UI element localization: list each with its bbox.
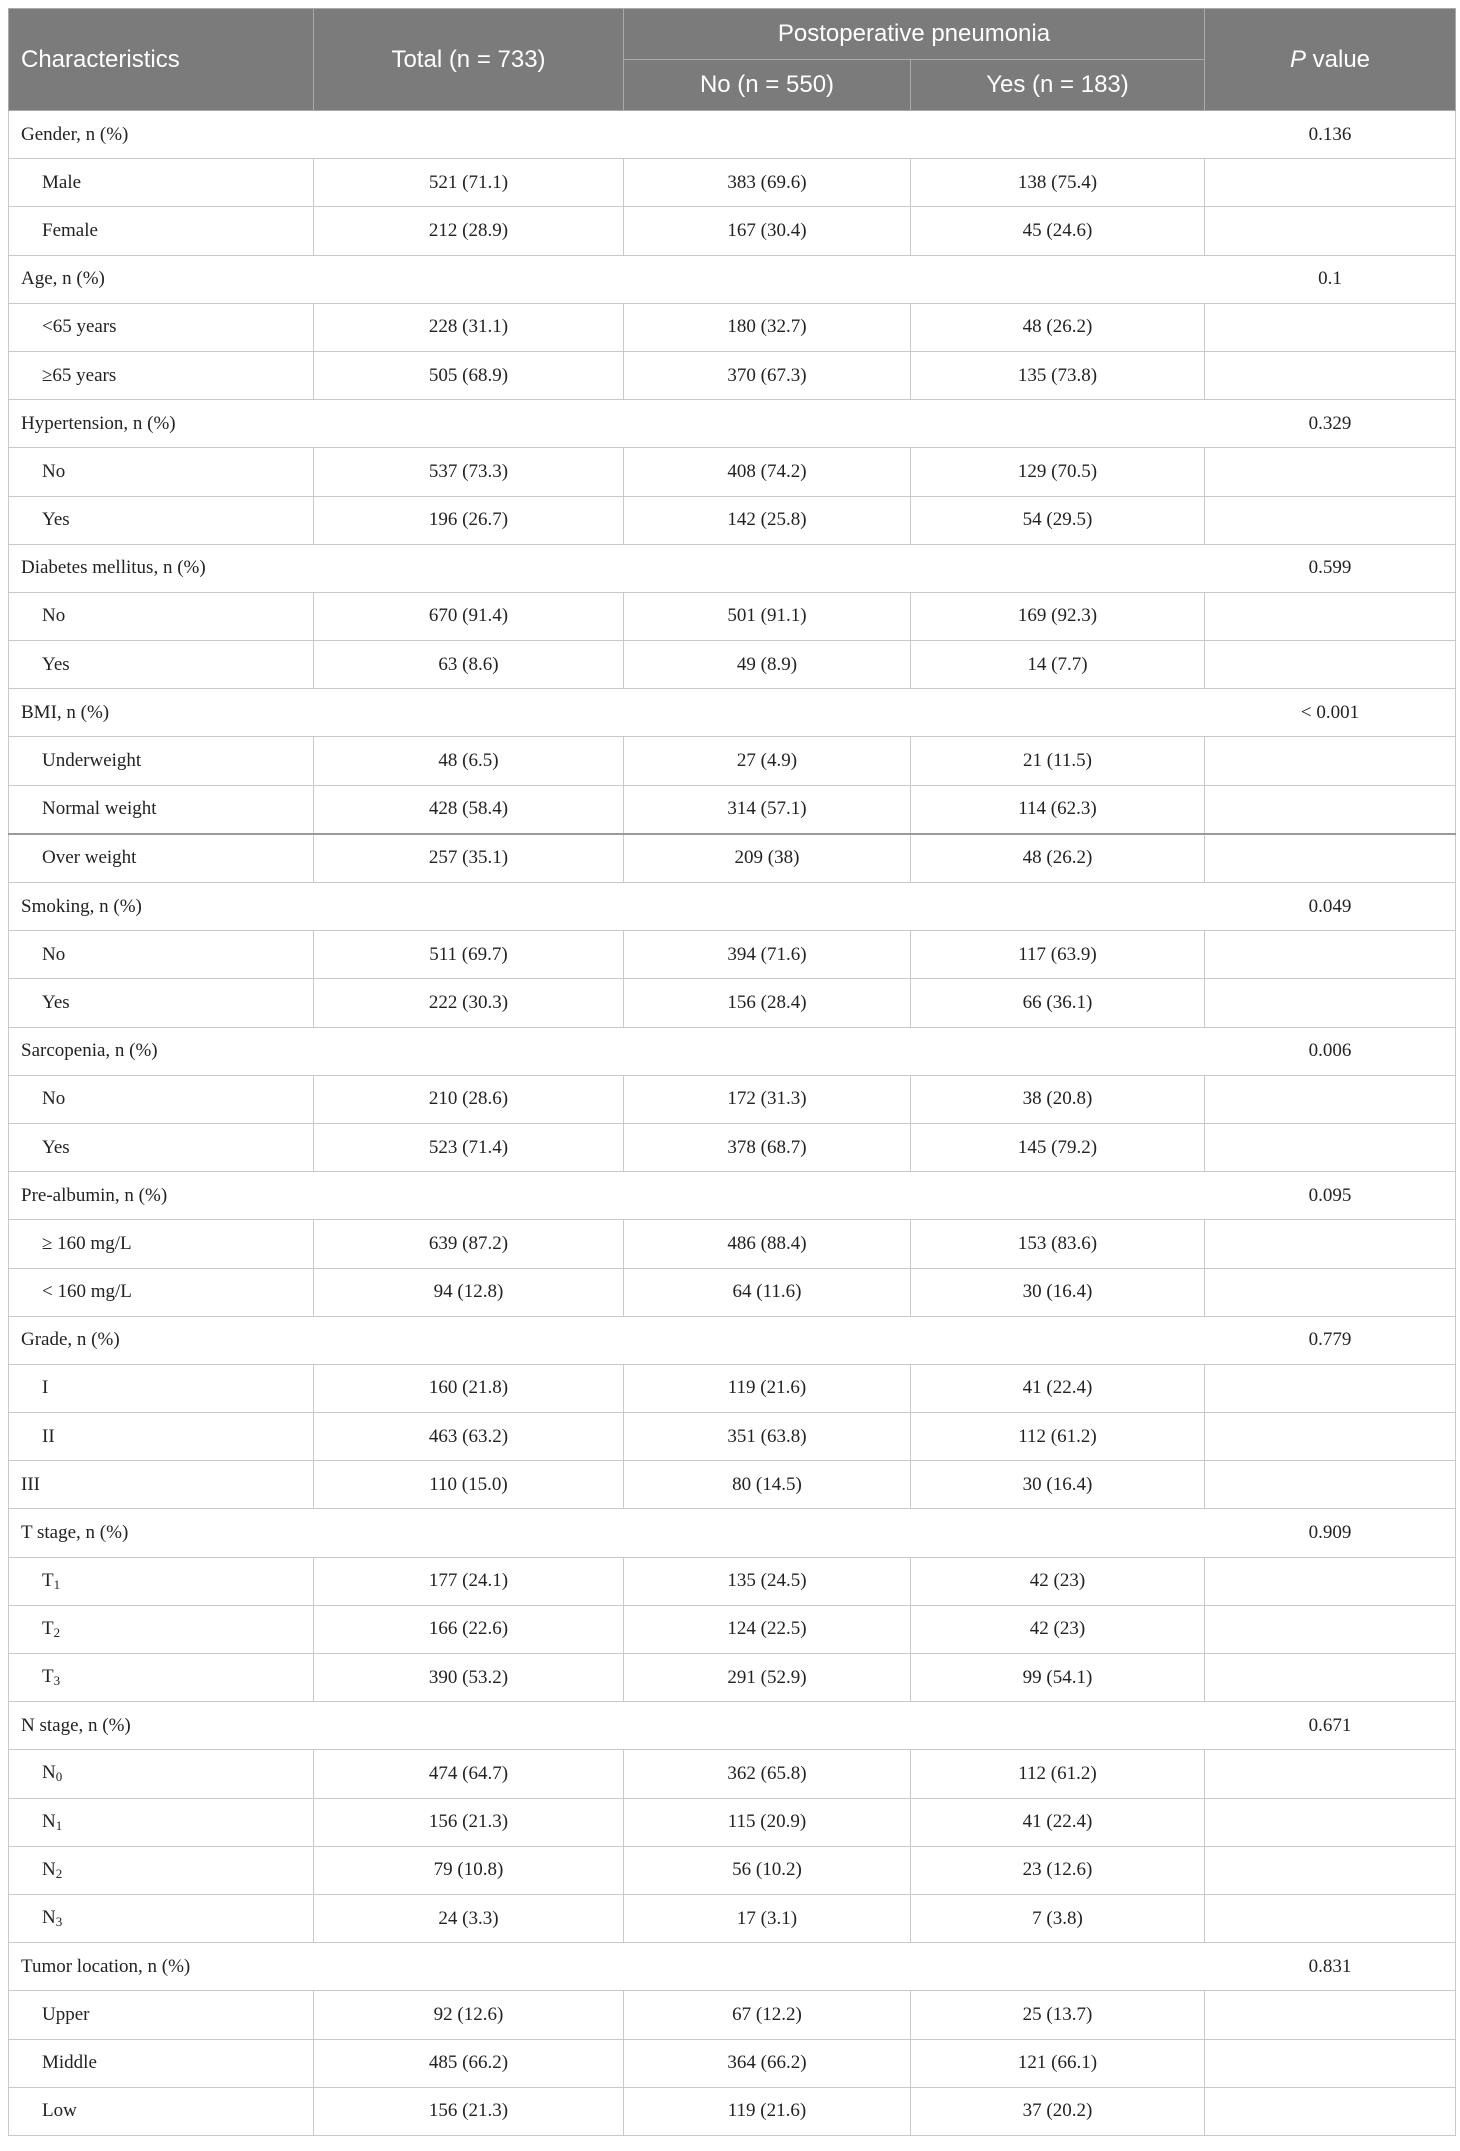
stage-subscript: 1 (53, 1576, 61, 1592)
p-cell (1205, 351, 1456, 399)
row-label: Underweight (9, 737, 314, 785)
row-label: Male (9, 159, 314, 207)
p-value: 0.671 (1205, 1702, 1456, 1750)
total-cell: 24 (3.3) (314, 1894, 624, 1942)
total-cell: 228 (31.1) (314, 303, 624, 351)
total-cell: 505 (68.9) (314, 351, 624, 399)
yes-cell: 42 (23) (911, 1557, 1205, 1605)
p-cell (1205, 979, 1456, 1027)
no-cell: 314 (57.1) (624, 785, 911, 834)
row-label: III (9, 1461, 314, 1509)
no-cell: 351 (63.8) (624, 1413, 911, 1461)
table-row (9, 1557, 1456, 1605)
table-row (9, 1413, 1456, 1461)
yes-cell: 38 (20.8) (911, 1075, 1205, 1123)
yes-cell: 45 (24.6) (911, 207, 1205, 255)
p-cell (1205, 931, 1456, 979)
row-label: <65 years (9, 303, 314, 351)
p-value: 0.599 (1205, 544, 1456, 592)
row-label: Yes (9, 1123, 314, 1171)
p-cell (1205, 207, 1456, 255)
table-row (9, 1268, 1456, 1316)
table-row (9, 496, 1456, 544)
group-row-tumor-location (9, 1943, 1456, 1991)
row-label (9, 1894, 314, 1942)
no-cell: 56 (10.2) (624, 1846, 911, 1894)
yes-cell: 153 (83.6) (911, 1220, 1205, 1268)
no-cell: 119 (21.6) (624, 2087, 911, 2135)
no-cell: 501 (91.1) (624, 592, 911, 640)
p-cell (1205, 1557, 1456, 1605)
total-cell: 160 (21.8) (314, 1364, 624, 1412)
group-label: Sarcopenia, n (%) (9, 1027, 1205, 1075)
group-label: Gender, n (%) (9, 111, 1205, 159)
table-row (9, 592, 1456, 640)
row-label: ≥65 years (9, 351, 314, 399)
row-label: < 160 mg/L (9, 1268, 314, 1316)
p-cell (1205, 448, 1456, 496)
header-total: Total (n = 733) (314, 9, 624, 111)
no-cell: 167 (30.4) (624, 207, 911, 255)
yes-cell: 112 (61.2) (911, 1750, 1205, 1798)
total-cell: 196 (26.7) (314, 496, 624, 544)
table-row (9, 2087, 1456, 2135)
total-cell: 177 (24.1) (314, 1557, 624, 1605)
no-cell: 80 (14.5) (624, 1461, 911, 1509)
p-cell (1205, 303, 1456, 351)
yes-cell: 42 (23) (911, 1605, 1205, 1653)
header-p-letter: P (1289, 45, 1306, 73)
yes-cell: 114 (62.3) (911, 785, 1205, 834)
yes-cell: 30 (16.4) (911, 1461, 1205, 1509)
table-row (9, 2039, 1456, 2087)
table-row (9, 351, 1456, 399)
yes-cell: 23 (12.6) (911, 1846, 1205, 1894)
total-cell: 639 (87.2) (314, 1220, 624, 1268)
row-label: Yes (9, 496, 314, 544)
total-cell: 156 (21.3) (314, 2087, 624, 2135)
row-label: No (9, 592, 314, 640)
p-cell (1205, 834, 1456, 883)
total-cell: 63 (8.6) (314, 641, 624, 689)
stage-subscript: 3 (55, 1914, 63, 1930)
no-cell: 172 (31.3) (624, 1075, 911, 1123)
table-row (9, 1846, 1456, 1894)
no-cell: 115 (20.9) (624, 1798, 911, 1846)
group-row-gender (9, 111, 1456, 159)
p-cell (1205, 1268, 1456, 1316)
table-row (9, 448, 1456, 496)
no-cell: 67 (12.2) (624, 1991, 911, 2039)
group-row-diabetes (9, 544, 1456, 592)
p-cell (1205, 785, 1456, 834)
table-row (9, 1894, 1456, 1942)
group-row-bmi (9, 689, 1456, 737)
header-no: No (n = 550) (624, 60, 911, 111)
group-row-t-stage (9, 1509, 1456, 1557)
p-value: < 0.001 (1205, 689, 1456, 737)
stage-subscript: 0 (55, 1769, 63, 1785)
no-cell: 370 (67.3) (624, 351, 911, 399)
p-cell (1205, 641, 1456, 689)
total-cell: 48 (6.5) (314, 737, 624, 785)
total-cell: 257 (35.1) (314, 834, 624, 883)
yes-cell: 54 (29.5) (911, 496, 1205, 544)
table-row (9, 1991, 1456, 2039)
p-value: 0.329 (1205, 400, 1456, 448)
row-label: II (9, 1413, 314, 1461)
yes-cell: 117 (63.9) (911, 931, 1205, 979)
no-cell: 156 (28.4) (624, 979, 911, 1027)
table-row (9, 1220, 1456, 1268)
stage-subscript: 2 (53, 1624, 61, 1640)
no-cell: 17 (3.1) (624, 1894, 911, 1942)
p-cell (1205, 1894, 1456, 1942)
row-label (9, 1654, 314, 1702)
row-label (9, 1605, 314, 1653)
row-label: Yes (9, 641, 314, 689)
total-cell: 428 (58.4) (314, 785, 624, 834)
row-label: Female (9, 207, 314, 255)
stage-letter: N (42, 1762, 56, 1784)
table-row (9, 641, 1456, 689)
no-cell: 364 (66.2) (624, 2039, 911, 2087)
total-cell: 670 (91.4) (314, 592, 624, 640)
yes-cell: 48 (26.2) (911, 834, 1205, 883)
yes-cell: 37 (20.2) (911, 2087, 1205, 2135)
table-row (9, 979, 1456, 1027)
yes-cell: 14 (7.7) (911, 641, 1205, 689)
row-label: No (9, 448, 314, 496)
row-label (9, 1750, 314, 1798)
no-cell: 142 (25.8) (624, 496, 911, 544)
table-row (9, 737, 1456, 785)
stage-letter: N (42, 1907, 56, 1929)
no-cell: 49 (8.9) (624, 641, 911, 689)
total-cell: 390 (53.2) (314, 1654, 624, 1702)
group-row-n-stage (9, 1702, 1456, 1750)
no-cell: 291 (52.9) (624, 1654, 911, 1702)
row-label: Normal weight (9, 785, 314, 834)
p-cell (1205, 2039, 1456, 2087)
yes-cell: 7 (3.8) (911, 1894, 1205, 1942)
header-characteristics: Characteristics (9, 9, 314, 111)
p-value: 0.049 (1205, 883, 1456, 931)
no-cell: 394 (71.6) (624, 931, 911, 979)
p-cell (1205, 1413, 1456, 1461)
p-cell (1205, 1075, 1456, 1123)
p-value: 0.909 (1205, 1509, 1456, 1557)
no-cell: 180 (32.7) (624, 303, 911, 351)
p-value: 0.1 (1205, 255, 1456, 303)
p-cell (1205, 1605, 1456, 1653)
row-label (9, 1846, 314, 1894)
total-cell: 537 (73.3) (314, 448, 624, 496)
stage-letter: T (42, 1617, 54, 1639)
p-cell (1205, 159, 1456, 207)
p-cell (1205, 496, 1456, 544)
table-row (9, 207, 1456, 255)
table-row (9, 1605, 1456, 1653)
total-cell: 463 (63.2) (314, 1413, 624, 1461)
total-cell: 474 (64.7) (314, 1750, 624, 1798)
group-row-sarcopenia (9, 1027, 1456, 1075)
stage-letter: T (42, 1666, 54, 1688)
yes-cell: 99 (54.1) (911, 1654, 1205, 1702)
table-row (9, 1461, 1456, 1509)
p-cell (1205, 1991, 1456, 2039)
characteristics-table (8, 8, 1456, 2136)
table-row (9, 834, 1456, 883)
stage-subscript: 3 (53, 1673, 61, 1689)
p-cell (1205, 1846, 1456, 1894)
row-label (9, 1798, 314, 1846)
p-cell (1205, 1123, 1456, 1171)
total-cell: 511 (69.7) (314, 931, 624, 979)
group-label: Grade, n (%) (9, 1316, 1205, 1364)
yes-cell: 112 (61.2) (911, 1413, 1205, 1461)
row-label: No (9, 931, 314, 979)
table-row (9, 1654, 1456, 1702)
yes-cell: 66 (36.1) (911, 979, 1205, 1027)
no-cell: 362 (65.8) (624, 1750, 911, 1798)
no-cell: 64 (11.6) (624, 1268, 911, 1316)
row-label: Upper (9, 1991, 314, 2039)
group-label: Smoking, n (%) (9, 883, 1205, 931)
p-cell (1205, 1654, 1456, 1702)
table-row (9, 303, 1456, 351)
group-label: Pre-albumin, n (%) (9, 1172, 1205, 1220)
group-label: N stage, n (%) (9, 1702, 1205, 1750)
no-cell: 124 (22.5) (624, 1605, 911, 1653)
row-label: Over weight (9, 834, 314, 883)
total-cell: 212 (28.9) (314, 207, 624, 255)
no-cell: 209 (38) (624, 834, 911, 883)
row-label: ≥ 160 mg/L (9, 1220, 314, 1268)
no-cell: 27 (4.9) (624, 737, 911, 785)
p-value: 0.095 (1205, 1172, 1456, 1220)
p-cell (1205, 737, 1456, 785)
table-row (9, 159, 1456, 207)
p-value: 0.831 (1205, 1943, 1456, 1991)
yes-cell: 48 (26.2) (911, 303, 1205, 351)
no-cell: 408 (74.2) (624, 448, 911, 496)
group-row-age (9, 255, 1456, 303)
header-yes: Yes (n = 183) (911, 60, 1205, 111)
table-row (9, 931, 1456, 979)
table-row (9, 1750, 1456, 1798)
total-cell: 166 (22.6) (314, 1605, 624, 1653)
group-row-prealbumin (9, 1172, 1456, 1220)
p-cell (1205, 1364, 1456, 1412)
yes-cell: 169 (92.3) (911, 592, 1205, 640)
total-cell: 94 (12.8) (314, 1268, 624, 1316)
row-label (9, 1557, 314, 1605)
row-label: Middle (9, 2039, 314, 2087)
row-label: No (9, 1075, 314, 1123)
group-row-smoking (9, 883, 1456, 931)
stage-letter: T (42, 1569, 54, 1591)
header-p-rest: value (1305, 45, 1371, 73)
yes-cell: 41 (22.4) (911, 1798, 1205, 1846)
stage-letter: N (42, 1810, 56, 1832)
p-cell (1205, 2087, 1456, 2135)
group-row-hypertension (9, 400, 1456, 448)
yes-cell: 138 (75.4) (911, 159, 1205, 207)
stage-subscript: 1 (55, 1817, 63, 1833)
row-label: Yes (9, 979, 314, 1027)
no-cell: 486 (88.4) (624, 1220, 911, 1268)
group-label: T stage, n (%) (9, 1509, 1205, 1557)
p-cell (1205, 1750, 1456, 1798)
yes-cell: 30 (16.4) (911, 1268, 1205, 1316)
no-cell: 119 (21.6) (624, 1364, 911, 1412)
yes-cell: 129 (70.5) (911, 448, 1205, 496)
no-cell: 383 (69.6) (624, 159, 911, 207)
row-label: Low (9, 2087, 314, 2135)
total-cell: 156 (21.3) (314, 1798, 624, 1846)
total-cell: 210 (28.6) (314, 1075, 624, 1123)
p-cell (1205, 1461, 1456, 1509)
yes-cell: 135 (73.8) (911, 351, 1205, 399)
table-row (9, 1123, 1456, 1171)
table-row (9, 1364, 1456, 1412)
p-cell (1205, 592, 1456, 640)
p-cell (1205, 1220, 1456, 1268)
table-row (9, 785, 1456, 834)
yes-cell: 121 (66.1) (911, 2039, 1205, 2087)
total-cell: 485 (66.2) (314, 2039, 624, 2087)
yes-cell: 145 (79.2) (911, 1123, 1205, 1171)
group-label: Tumor location, n (%) (9, 1943, 1205, 1991)
group-label: BMI, n (%) (9, 689, 1205, 737)
total-cell: 523 (71.4) (314, 1123, 624, 1171)
stage-letter: N (42, 1858, 56, 1880)
yes-cell: 25 (13.7) (911, 1991, 1205, 2039)
total-cell: 110 (15.0) (314, 1461, 624, 1509)
table-row (9, 1798, 1456, 1846)
table-header (9, 9, 1456, 111)
header-p-value (1205, 9, 1456, 111)
no-cell: 378 (68.7) (624, 1123, 911, 1171)
header-postoperative-pneumonia: Postoperative pneumonia (624, 9, 1205, 60)
p-value: 0.779 (1205, 1316, 1456, 1364)
row-label: I (9, 1364, 314, 1412)
total-cell: 92 (12.6) (314, 1991, 624, 2039)
total-cell: 222 (30.3) (314, 979, 624, 1027)
p-cell (1205, 1798, 1456, 1846)
stage-subscript: 2 (55, 1865, 63, 1881)
p-value: 0.006 (1205, 1027, 1456, 1075)
p-value: 0.136 (1205, 111, 1456, 159)
yes-cell: 21 (11.5) (911, 737, 1205, 785)
group-row-grade (9, 1316, 1456, 1364)
no-cell: 135 (24.5) (624, 1557, 911, 1605)
total-cell: 521 (71.1) (314, 159, 624, 207)
group-label: Age, n (%) (9, 255, 1205, 303)
group-label: Hypertension, n (%) (9, 400, 1205, 448)
total-cell: 79 (10.8) (314, 1846, 624, 1894)
table-row (9, 1075, 1456, 1123)
group-label: Diabetes mellitus, n (%) (9, 544, 1205, 592)
yes-cell: 41 (22.4) (911, 1364, 1205, 1412)
